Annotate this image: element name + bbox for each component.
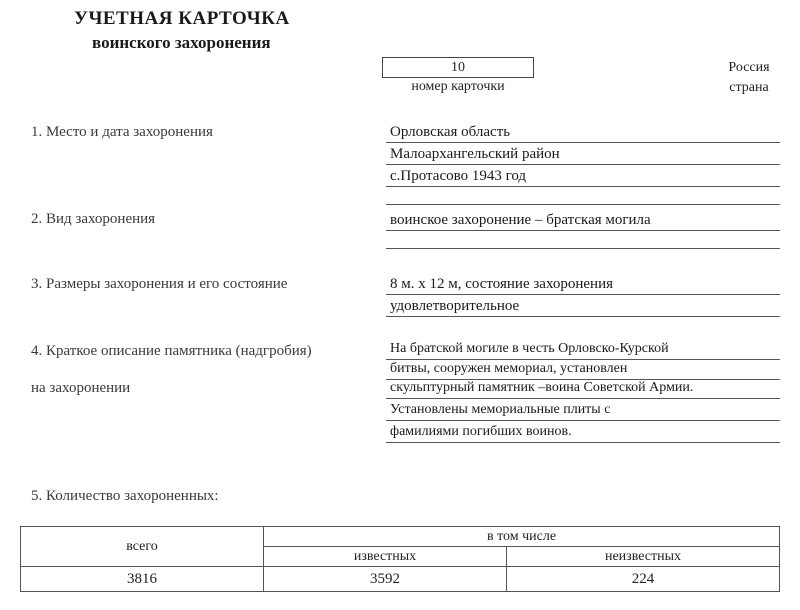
type-line: воинское захоронение – братская могила xyxy=(386,209,780,231)
count-label: 5. Количество захороненных: xyxy=(31,488,219,504)
monument-line: На братской могиле в честь Орловско-Курской xyxy=(386,339,780,360)
place-line: Орловская область xyxy=(386,121,780,143)
monument-line: фамилиями погибших воинов. xyxy=(386,422,780,443)
country-label: страна xyxy=(729,80,769,95)
unknown-header: неизвестных xyxy=(507,547,780,567)
blank-line xyxy=(386,231,780,249)
card-subtitle: воинского захоронения xyxy=(92,33,271,52)
place-label: 1. Место и дата захоронения xyxy=(31,124,213,140)
known-header: известных xyxy=(264,547,507,567)
total-value: 3816 xyxy=(21,567,264,592)
size-line: удовлетворительное xyxy=(386,295,780,317)
place-line: с.Протасово 1943 год xyxy=(386,165,780,187)
total-header: всего xyxy=(21,527,264,567)
burial-count-table xyxy=(20,526,780,592)
type-label: 2. Вид захоронения xyxy=(31,211,156,227)
watermark-stamp xyxy=(539,459,613,523)
including-header: в том числе xyxy=(264,527,780,547)
watermark-stamp xyxy=(226,459,300,523)
country-value: Россия xyxy=(728,60,770,75)
card-number-label: номер карточки xyxy=(411,79,505,94)
place-line: Малоархангельский район xyxy=(386,143,780,165)
monument-line: Установлены мемориальные плиты с xyxy=(386,400,780,421)
monument-label-cont: на захоронении xyxy=(31,380,131,396)
known-value: 3592 xyxy=(264,567,507,592)
monument-line: скульптурный памятник –воина Советской Армии. xyxy=(386,378,780,399)
size-label: 3. Размеры захоронения и его состояние xyxy=(31,276,288,292)
watermark-stamp xyxy=(414,0,488,63)
card-title: УЧЕТНАЯ КАРТОЧКА xyxy=(74,8,290,29)
card-number: 10 xyxy=(382,57,534,78)
monument-line: битвы, сооружен мемориал, установлен xyxy=(386,359,780,380)
size-line: 8 м. х 12 м, состояние захоронения xyxy=(386,273,780,295)
monument-label: 4. Краткое описание памятника (надгробия) xyxy=(31,343,312,359)
unknown-value: 224 xyxy=(507,567,780,592)
blank-line xyxy=(386,187,780,205)
watermark-stamp xyxy=(226,184,300,248)
watermark-stamp xyxy=(714,459,788,523)
